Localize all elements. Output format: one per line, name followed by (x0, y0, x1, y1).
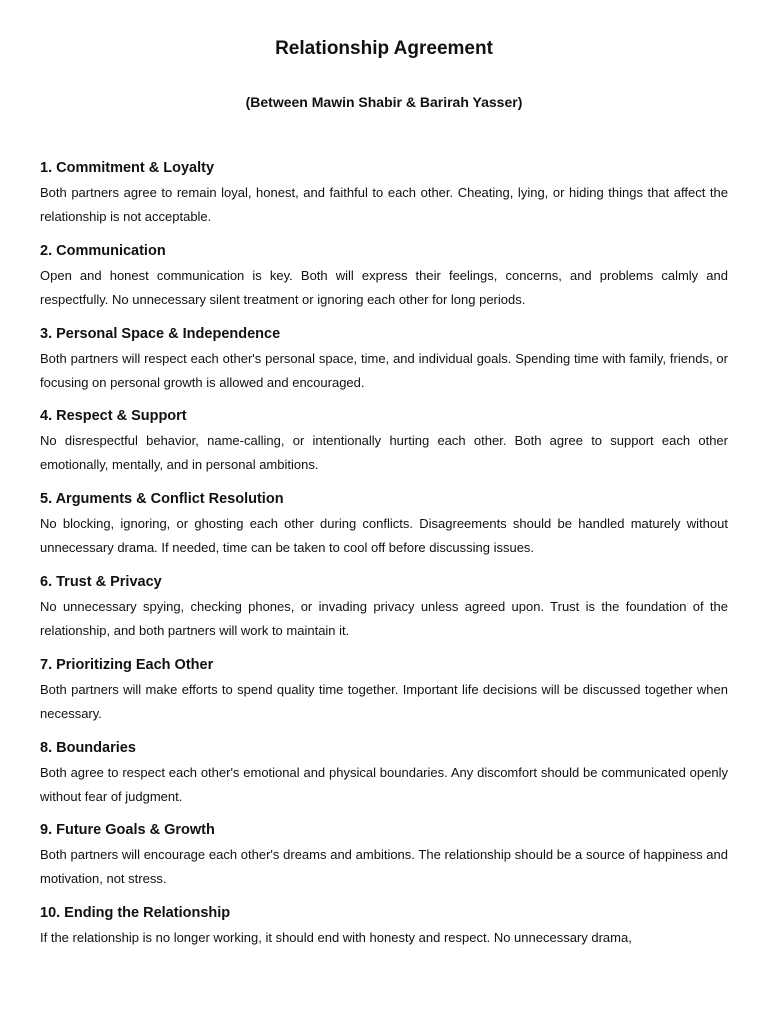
section-trust-privacy (40, 572, 728, 655)
document-subtitle: (Between Mawin Shabir & Barirah Yasser) (245, 94, 523, 110)
section-ending (40, 903, 728, 986)
section-conflict-resolution (40, 489, 728, 572)
section-heading: 3. Personal Space & Independence (40, 325, 281, 342)
section-body: Open and honest communication is key. Both will express their feelings, concerns, and problems calmly and respectfully. No unnecessary silent treatment or ignoring each other for long periods. (40, 267, 728, 307)
section-respect-support (40, 406, 728, 489)
section-heading: 10. Ending the Relationship (40, 905, 231, 922)
section-commitment-loyalty (40, 158, 728, 241)
section-body: Both partners will make efforts to spend quality time together. Important life decisions will be discussed together when necessary. (40, 681, 728, 721)
section-prioritizing (40, 655, 728, 738)
section-personal-space (40, 324, 728, 407)
document-title: Relationship Agreement (275, 38, 493, 59)
section-future-goals (40, 820, 728, 903)
agreement-sections (40, 158, 728, 986)
section-body: No unnecessary spying, checking phones, or invading privacy unless agreed upon. Trust is the foundation of the relationship, and both partners will work to maintain it. (40, 598, 728, 638)
section-communication (40, 241, 728, 324)
section-boundaries (40, 738, 728, 821)
section-heading: 8. Boundaries (40, 739, 136, 756)
section-heading: 2. Communication (40, 242, 166, 259)
section-heading: 6. Trust & Privacy (40, 573, 162, 590)
section-body: No blocking, ignoring, or ghosting each other during conflicts. Disagreements should be handled maturely without unnecessary drama. If needed, time can be taken to cool off before discussing issues. (40, 516, 728, 556)
section-body: If the relationship is no longer working, it should end with honesty and respect. No unnecessary drama, (40, 930, 632, 946)
section-body: Both partners will encourage each other's dreams and ambitions. The relationship should be a source of happiness and motivation, not stress. (40, 847, 728, 887)
section-heading: 4. Respect & Support (40, 408, 187, 425)
section-heading: 5. Arguments & Conflict Resolution (40, 491, 284, 508)
section-body: Both agree to respect each other's emotional and physical boundaries. Any discomfort should be communicated openly without fear of judgment. (40, 764, 728, 804)
section-body: No disrespectful behavior, name-calling, or intentionally hurting each other. Both agree to support each other emotionally, mentally, and in personal ambitions. (40, 433, 728, 473)
section-heading: 9. Future Goals & Growth (40, 822, 215, 839)
section-heading: 1. Commitment & Loyalty (40, 160, 215, 176)
section-body: Both partners agree to remain loyal, honest, and faithful to each other. Cheating, lying, or hiding things that affect the relationship is not acceptable. (40, 185, 728, 224)
section-heading: 7. Prioritizing Each Other (40, 656, 214, 673)
section-body: Both partners will respect each other's personal space, time, and individual goals. Spending time with family, friends, or focusing on personal growth is allowed and encouraged. (40, 350, 728, 390)
